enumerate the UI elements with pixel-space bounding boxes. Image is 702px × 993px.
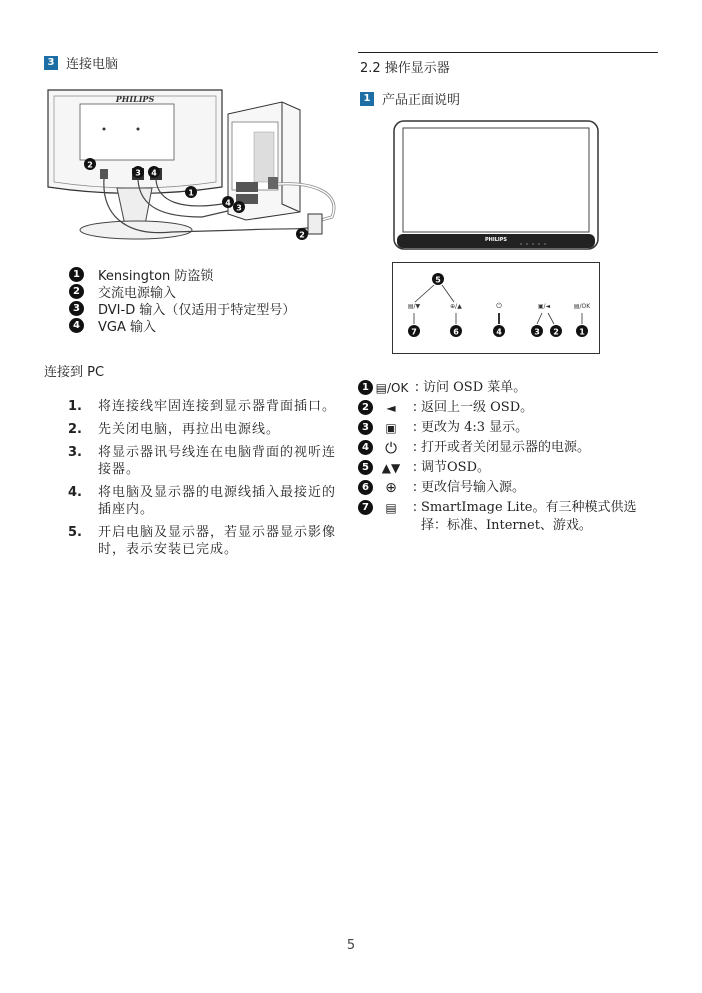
legend-text: DVI-D 输入（仅适用于特定型号）	[98, 302, 296, 318]
list-item: 6 ⊕ : 更改信号输入源。	[358, 479, 660, 497]
list-item: 2. 先关闭电脑，再拉出电源线。	[68, 422, 281, 437]
control-number: 5	[358, 460, 373, 475]
section-heading-front	[360, 89, 460, 108]
legend-text: Kensington 防盗锁	[98, 268, 214, 284]
svg-text:5: 5	[435, 275, 441, 285]
svg-text:7: 7	[411, 327, 417, 337]
legend-item	[69, 283, 295, 299]
panel-label-power: ⏻	[496, 302, 502, 310]
button-panel-diagram	[392, 262, 600, 354]
svg-text:1: 1	[188, 188, 194, 198]
section-number-badge: 3	[44, 56, 58, 70]
page-number: 5	[346, 938, 356, 953]
list-item: 3. 将显示器讯号线连在电脑背面的视听连接器。	[68, 445, 337, 477]
control-number: 1	[358, 380, 373, 395]
port-legend	[69, 266, 295, 333]
control-desc: 返回上一级 OSD。	[421, 400, 534, 415]
legend-number: 2	[69, 284, 84, 299]
list-item: 5 ▲▼ : 调节OSD。	[358, 459, 660, 477]
svg-text:2: 2	[87, 160, 93, 170]
monitor-brand-label: PHILIPS	[115, 94, 155, 104]
control-number: 6	[358, 480, 373, 495]
list-item: 7 ▤ : SmartImage Lite。有三种模式供选择：标准、Internet、游戏。	[358, 499, 660, 535]
control-desc: SmartImage Lite。有三种模式供选择：标准、Internet、游戏。	[421, 500, 637, 533]
list-item: 4. 将电脑及显示器的电源线插入最接近的插座内。	[68, 485, 337, 517]
svg-text:3: 3	[135, 168, 141, 178]
svg-text:2: 2	[299, 230, 305, 240]
legend-item	[69, 300, 295, 316]
svg-text:2: 2	[553, 327, 559, 337]
list-item: 1 ▤/OK : 访问 OSD 菜单。	[358, 379, 660, 397]
svg-text:1: 1	[579, 327, 585, 337]
control-desc: 更改为 4:3 显示。	[421, 420, 529, 435]
monitor-front-diagram	[393, 120, 599, 252]
section-title: 连接电脑	[66, 57, 119, 72]
smartimage-icon: ▤	[385, 501, 397, 515]
legend-number: 1	[69, 267, 84, 282]
list-item: 2 ◄ : 返回上一级 OSD。	[358, 399, 660, 417]
legend-number: 4	[69, 318, 84, 333]
legend-item	[69, 317, 295, 333]
legend-text: VGA 输入	[98, 319, 156, 335]
up-down-arrows-icon: ▲▼	[381, 461, 401, 475]
control-desc: 访问 OSD 菜单。	[423, 380, 527, 395]
legend-number: 3	[69, 301, 84, 316]
connection-diagram	[42, 82, 342, 247]
section-heading-connect	[44, 53, 118, 72]
connect-to-pc-heading: 连接到 PC	[44, 365, 105, 380]
panel-label-4-3-back: ▣/◄	[537, 303, 551, 310]
svg-text:3: 3	[236, 203, 242, 213]
list-item: 1. 将连接线牢固连接到显示器背面插口。	[68, 399, 337, 414]
control-number: 3	[358, 420, 373, 435]
control-desc: 打开或者关闭显示器的电源。	[421, 440, 591, 455]
legend-text: 交流电源输入	[98, 285, 177, 301]
controls-list	[358, 379, 660, 535]
setup-steps-list	[68, 398, 344, 564]
svg-text:6: 6	[453, 327, 459, 337]
menu-ok-icon: ▤/OK	[375, 381, 409, 395]
list-item: 4 ⏻ : 打开或者关闭显示器的电源。	[358, 439, 660, 457]
section-title: 产品正面说明	[382, 93, 461, 108]
legend-item	[69, 266, 295, 282]
svg-text:3: 3	[534, 327, 540, 337]
control-number: 2	[358, 400, 373, 415]
panel-label-input: ⊕/▲	[450, 303, 462, 310]
monitor-front-brand: PHILIPS	[484, 237, 508, 243]
svg-text:4: 4	[496, 327, 502, 337]
control-desc: 更改信号输入源。	[421, 480, 526, 495]
control-number: 7	[358, 500, 373, 515]
input-source-icon: ⊕	[385, 480, 397, 496]
panel-label-menu-ok: ▤/OK	[573, 303, 591, 310]
aspect-ratio-icon: ▣	[385, 421, 397, 435]
back-arrow-icon: ◄	[386, 401, 396, 415]
list-item: 3 ▣ : 更改为 4:3 显示。	[358, 419, 660, 437]
chapter-rule	[358, 52, 658, 53]
control-number: 4	[358, 440, 373, 455]
chapter-title: 2.2 操作显示器	[360, 61, 450, 76]
section-number-badge: 1	[360, 92, 374, 106]
list-item: 5. 开启电脑及显示器，若显示器显示影像时，表示安装已完成。	[68, 525, 337, 557]
svg-text:4: 4	[151, 168, 157, 178]
panel-label-smartimage: ▤/▼	[407, 303, 421, 310]
svg-text:4: 4	[225, 198, 231, 208]
control-desc: 调节OSD。	[421, 460, 490, 475]
power-icon: ⏻	[385, 439, 397, 457]
